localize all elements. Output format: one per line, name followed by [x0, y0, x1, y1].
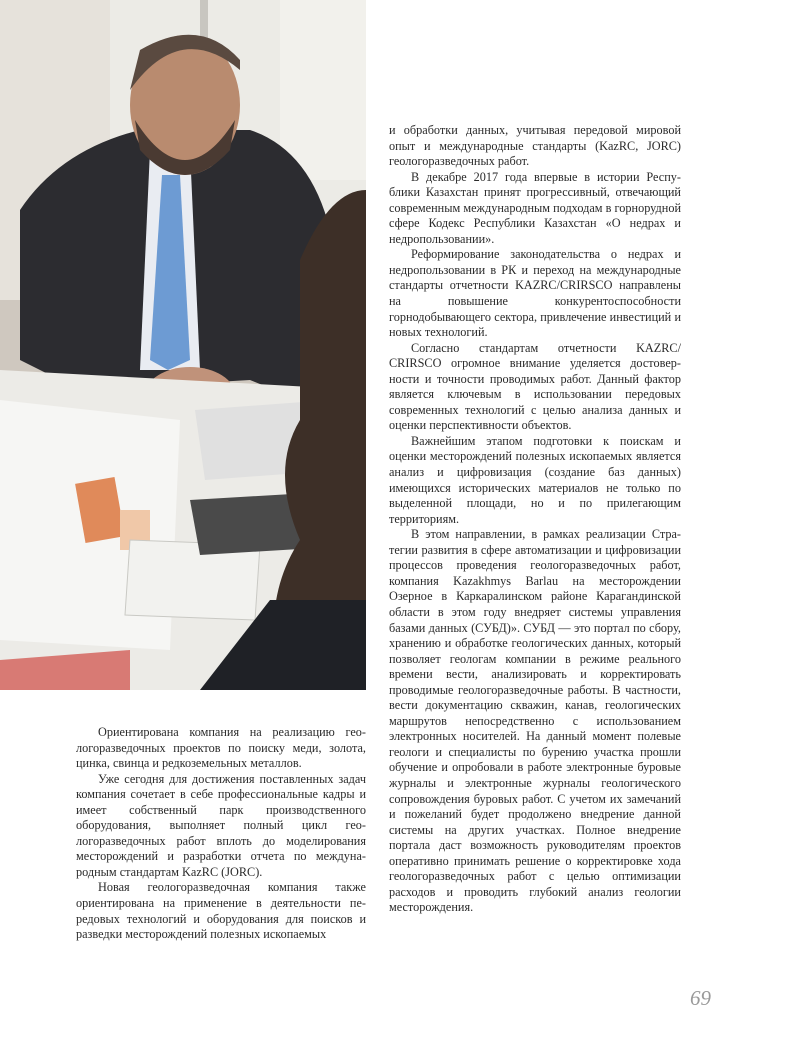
- paragraph: В декабре 2017 года впервые в истории Республики Казахстан принят прогрессивный, отвечающий современным международным подходам в горнорудной сфере Кодекс Республики Казахстан «О недрах и недропользовании».: [389, 169, 681, 246]
- meeting-photo-illustration: [0, 0, 366, 690]
- left-text-column: [76, 725, 366, 943]
- paragraph: Важнейшим этапом подготовки к поискам и оценки месторождений полезных ископаемых является анализ и цифровизация (создание баз данных) имеющихся исторических материалов не только по выделенной площади, но и по прилегающим территориям.: [389, 433, 681, 526]
- paragraph-continuation: и обработки данных, учитывая передовой мировой опыт и международные стандарты (KazRC, JORC) геологоразведочных работ.: [389, 123, 681, 169]
- paragraph: Ориентирована компания на реализацию геологоразведочных проектов по поиску меди, золота, цинка, свинца и редкоземельных металлов.: [76, 725, 366, 771]
- paragraph: Согласно стандартам отчетности KAZRC/ CRIRSCO огромное внимание уделяется достоверности и точности проводимых работ. Данный фактор является ключевым в использовании передовых современных технологий с целью анализа данных и оценки перспективности объектов.: [389, 340, 681, 433]
- meeting-photo: [0, 0, 366, 690]
- paragraph: В этом направлении, в рамках реализации Стратегии развития в сфере автоматизации и цифровизации процессов проведения геологоразведочных работ, компания Kazakhmys Barlau на месторождении Озерное в Каркаралинском районе Карагандинской области в этом году внедряет системы управления базами данных (СУБД)». СУБД — это портал по сбору, хранению и обработке геологических данных, который позволяет геологам компании в режиме реального времени вести, анализировать и корректировать проводимые геологоразведочные работы. В частности, вести документацию скважин, канав, геологических маршрутов непосредственно с использованием электронных носителей. На данный момент полевые геологи и специалисты по бурению участка прошли обучение и опробовали в работе электронные буровые журналы и электронные журналы геологического сопровождения буровых работ. С учетом их замечаний и пожеланий будет продолжено внедрение данной системы на других участках. Полное внедрение портала даст возможность руководителям проектов оперативно принимать решение о корректировке хода геологоразведочных работ с целью оптимизации расходов и проводить глубокий анализ геологии месторождения.: [389, 527, 681, 915]
- right-text-column: [389, 123, 681, 916]
- paragraph: Новая геологоразведочная компания также ориентирована на применение в деятельности передовых технологий и оборудования для поисков и разведки месторождений полезных ископаемых: [76, 880, 366, 942]
- paragraph: Реформирование законодательства о недрах и недропользовании в РК и переход на международные стандарты отчетности KAZRC/CRIRSCO направлены на повышение конкурентоспособности горнодобывающего сектора, привлечение инвестиций и новых технологий.: [389, 247, 681, 340]
- paragraph: Уже сегодня для достижения поставленных задач компания сочетает в себе профессиональные кадры и имеет собственный парк производственного оборудования, выполняет полный цикл геологоразведочных работ вплоть до моделирования месторождений и разработки отчета по международным стандартам KazRC (JORC).: [76, 771, 366, 879]
- page-number: 69: [690, 986, 711, 1010]
